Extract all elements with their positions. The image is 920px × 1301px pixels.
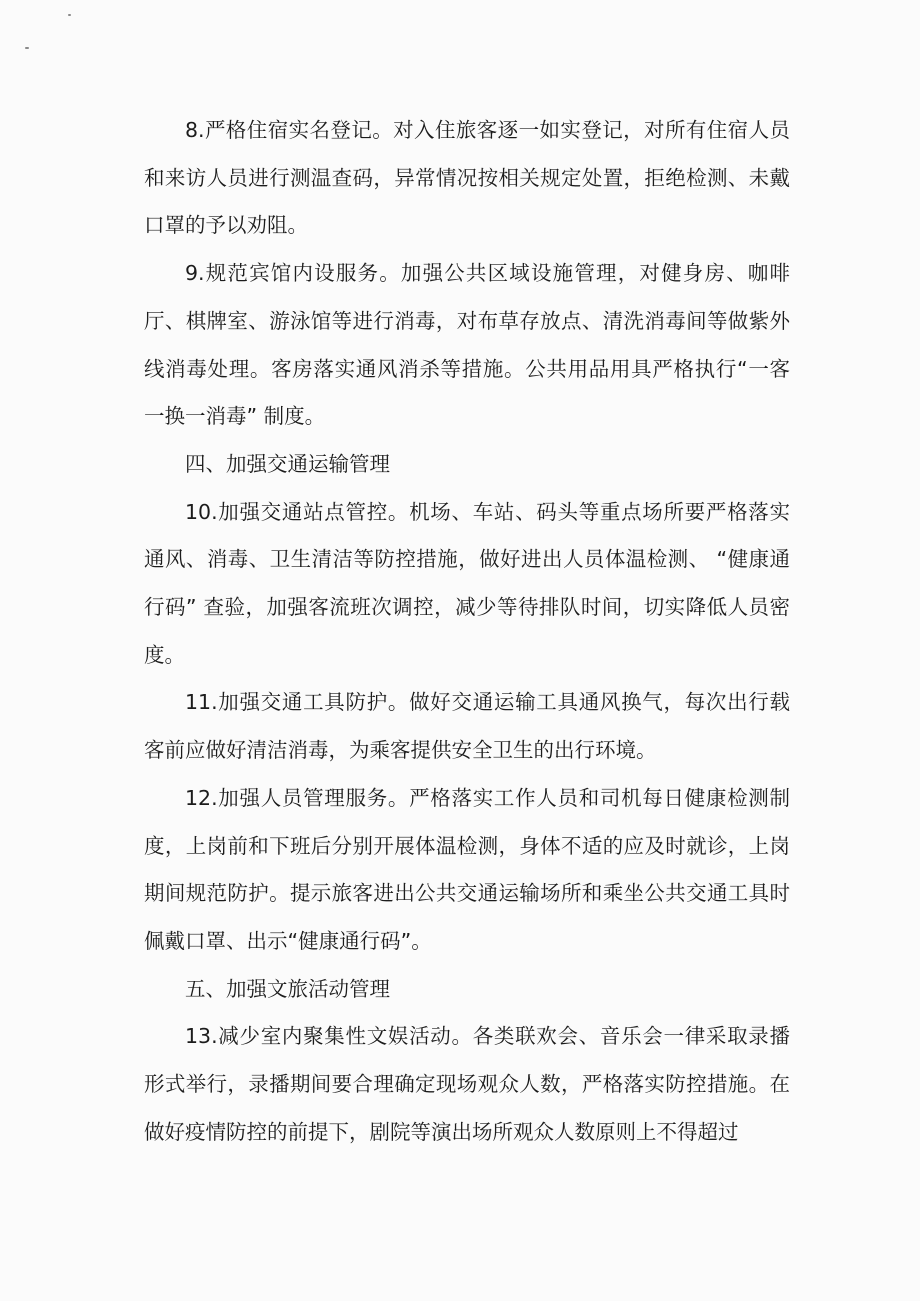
paragraph-12: 12.加强人员管理服务。严格落实工作人员和司机每日健康检测制度，上岗前和下班后分别开展体温检测，身体不适的应及时就诊，上岗期间规范防护。提示旅客进出公共交通运输场所和乘坐公共交通工具时佩戴口罩、出示“健康通行码”。: [144, 785, 790, 953]
document-body: [144, 107, 790, 1156]
scan-mark: [68, 14, 71, 16]
paragraph-8: 8.严格住宿实名登记。对入住旅客逐一如实登记，对所有住宿人员和来访人员进行测温查码，异常情况按相关规定处置，拒绝检测、未戴口罩的予以劝阻。: [144, 118, 790, 238]
paragraph-10: 10.加强交通站点管控。机场、车站、码头等重点场所要严格落实通风、消毒、卫生清洁等防控措施，做好进出人员体温检测、 “健康通行码” 查验，加强客流班次调控，减少等待排队时间，切实降低人员密度。: [144, 499, 790, 667]
scan-mark: [25, 47, 29, 49]
section-heading-4: 四、加强交通运输管理: [185, 451, 390, 476]
paragraph-11: 11.加强交通工具防护。做好交通运输工具通风换气，每次出行载客前应做好清洁消毒，为乘客提供安全卫生的出行环境。: [144, 690, 790, 763]
paragraph-13: 13.减少室内聚集性文娱活动。各类联欢会、音乐会一律采取录播形式举行，录播期间要合理确定现场观众人数，严格落实防控措施。在做好疫情防控的前提下，剧院等演出场所观众人数原则上不得超过: [144, 1024, 790, 1144]
section-heading-5: 五、加强文旅活动管理: [185, 976, 390, 1001]
paragraph-9: 9.规范宾馆内设服务。加强公共区域设施管理，对健身房、咖啡厅、棋牌室、游泳馆等进行消毒，对布草存放点、清洗消毒间等做紫外线消毒处理。客房落实通风消杀等措施。公共用品用具严格执行“一客一换一消毒” 制度。: [144, 261, 790, 429]
